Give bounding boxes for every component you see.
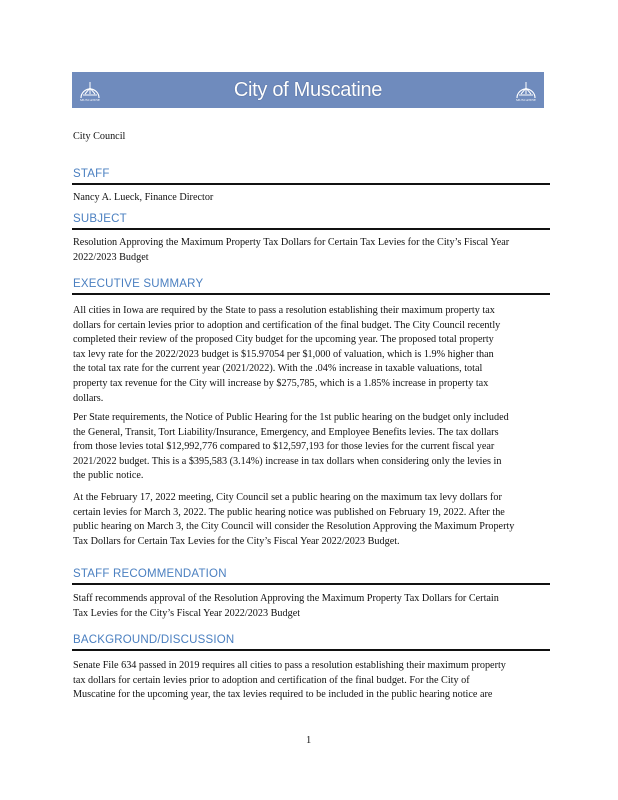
divider: [72, 183, 550, 185]
divider: [72, 649, 550, 651]
svg-text:MUSCATINE: MUSCATINE: [515, 98, 537, 102]
text-line: Resolution Approving the Maximum Property Tax Dollars for Certain Tax Levies for the City’s Fiscal Year: [73, 237, 510, 248]
summary-paragraph-3: [73, 491, 549, 549]
text-line: dollars.: [73, 392, 104, 404]
summary-paragraph-2: [73, 411, 549, 484]
text-line: 2022/2023 Budget: [73, 251, 149, 263]
background-heading: BACKGROUND/DISCUSSION: [73, 634, 235, 646]
banner-title: City of Muscatine: [233, 78, 383, 101]
text-line: certain levies for March 3, 2022. The public hearing notice was published on February 19, 2022. After the: [73, 506, 505, 518]
executive-summary-heading: EXECUTIVE SUMMARY: [73, 278, 204, 290]
text-line: the General, Transit, Tort Liability/Insurance, Emergency, and Employee Benefits levies. The tax dollars: [73, 426, 499, 438]
text-line: Tax Levies for the City’s Fiscal Year 2022/2023 Budget: [73, 607, 301, 619]
text-line: 2021/2022 budget. This is a $395,583 (3.14%) increase in tax dollars when considering only the levies in: [73, 455, 502, 467]
text-line: completed their review of the proposed City budget for the upcoming year. The proposed total property: [73, 334, 494, 346]
background-text: [73, 659, 549, 703]
text-line: the public notice.: [73, 470, 144, 482]
page-number: 1: [306, 735, 312, 746]
recommendation-text: [73, 592, 549, 621]
text-line: from those levies total $12,992,776 compared to $12,597,193 for those levies for the current fiscal year: [73, 441, 495, 453]
svg-text:MUSCATINE: MUSCATINE: [79, 98, 101, 102]
staff-name: Nancy A. Lueck, Finance Director: [73, 192, 214, 203]
city-banner: [72, 72, 544, 108]
text-line: tax levy rate for the 2022/2023 budget is $15.97054 per $1,000 of valuation, which is 1.9% higher than: [73, 348, 494, 360]
subject-text: [73, 236, 549, 265]
text-line: the total tax rate for the current year (2021/2022). With the .04% increase in taxable valuations, total: [73, 363, 483, 375]
divider: [72, 293, 550, 295]
divider: [72, 228, 550, 230]
text-line: Staff recommends approval of the Resolution Approving the Maximum Property Tax Dollars for Certain: [73, 593, 499, 604]
city-logo-icon: [514, 78, 538, 102]
text-line: public hearing on March 3, the City Council will consider the Resolution Approving the Maximum Property: [73, 521, 515, 533]
text-line: All cities in Iowa are required by the State to pass a resolution establishing their maximum property tax: [73, 305, 495, 316]
text-line: Senate File 634 passed in 2019 requires all cities to pass a resolution establishing their maximum property: [73, 660, 506, 671]
staff-recommendation-heading: STAFF RECOMMENDATION: [73, 568, 227, 580]
text-line: tax dollars for certain levies prior to adoption and certification of the final budget. For the City of: [73, 674, 470, 686]
text-line: Tax Dollars for Certain Tax Levies for the City’s Fiscal Year 2022/2023 Budget.: [73, 535, 400, 547]
staff-heading: STAFF: [73, 168, 110, 180]
text-line: At the February 17, 2022 meeting, City Council set a public hearing on the maximum tax levy dollars for: [73, 492, 502, 503]
text-line: Per State requirements, the Notice of Public Hearing for the 1st public hearing on the budget only included: [73, 412, 509, 423]
city-logo-icon: [78, 78, 102, 102]
divider: [72, 583, 550, 585]
text-line: property tax revenue for the City will increase by $275,785, which is a 1.85% increase in property tax: [73, 377, 489, 389]
text-line: Muscatine for the upcoming year, the tax levies required to be included in the public hearing notice are: [73, 689, 493, 701]
subject-heading: SUBJECT: [73, 213, 127, 225]
recipient: City Council: [73, 131, 126, 142]
text-line: dollars for certain levies prior to adoption and certification of the final budget. The City Council recently: [73, 319, 501, 331]
summary-paragraph-1: [73, 304, 549, 406]
